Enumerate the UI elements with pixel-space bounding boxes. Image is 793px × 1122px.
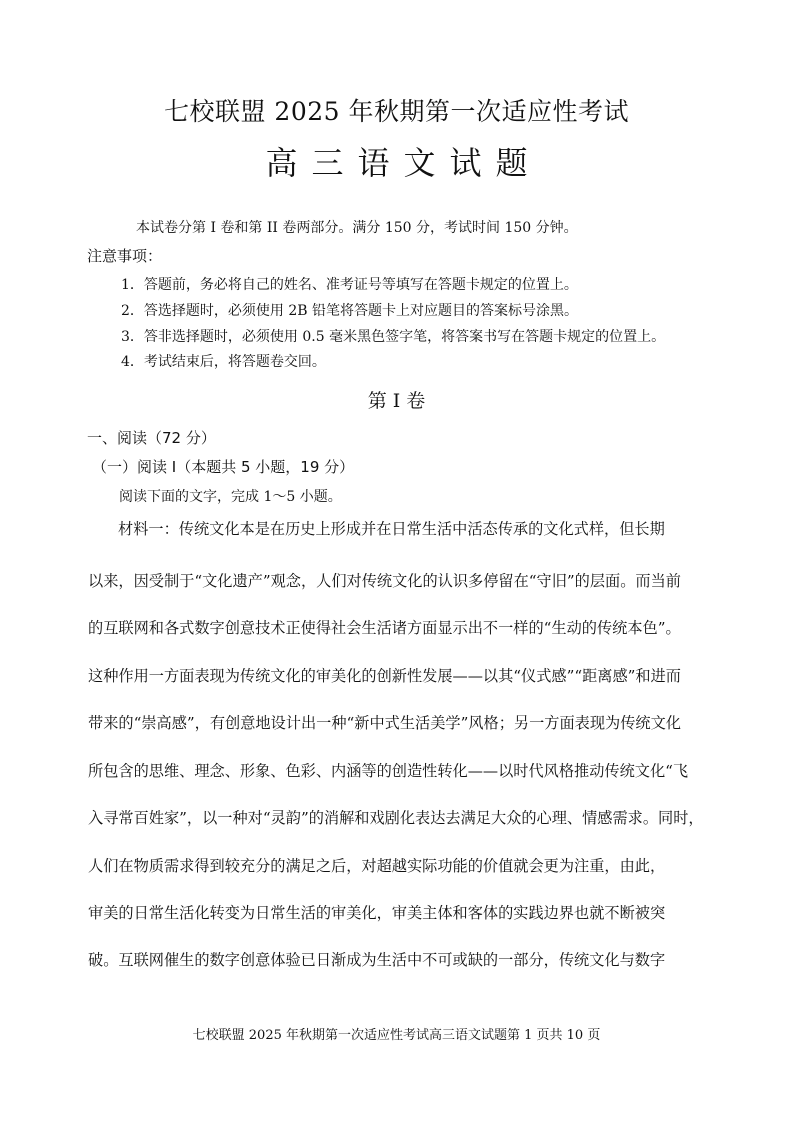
notice-heading: 注意事项： — [87, 247, 163, 265]
part-title: 第 I 卷 — [367, 390, 426, 412]
passage-line: 所包含的思维、理念、形象、色彩、内涵等的创造性转化——以时代风格推动传统文化“飞 — [88, 762, 689, 780]
passage-line: 入寻常百姓家”，以一种对“灵韵”的消解和戏剧化表达去满足大众的心理、情感需求。同时， — [88, 809, 704, 827]
notice-item: 1．答题前，务必将自己的姓名、准考证号等填写在答题卡规定的位置上。 — [121, 277, 578, 293]
section-subheading: （一）阅读 I（本题共 5 小题，19 分） — [92, 458, 355, 476]
notice-item: 4．考试结束后，将答题卷交回。 — [121, 354, 326, 370]
exam-title: 七校联盟 2025 年秋期第一次适应性考试 — [163, 97, 630, 126]
passage-line: 人们在物质需求得到较充分的满足之后，对超越实际功能的价值就会更为注重，由此， — [88, 857, 666, 875]
exam-intro: 本试卷分第 I 卷和第 II 卷两部分。满分 150 分，考试时间 150 分钟。 — [136, 220, 578, 236]
notice-item: 3．答非选择题时，必须使用 0.5 毫米黑色签字笔，将答案书写在答题卡规定的位置上。 — [121, 329, 666, 345]
notice-item: 2．答选择题时，必须使用 2B 铅笔将答题卡上对应题目的答案标号涂黑。 — [121, 303, 579, 319]
exam-subject-title: 高三语文试题 — [265, 144, 542, 182]
passage-line: 的互联网和各式数字创意技术正使得社会生活诸方面显示出不一样的“生动的传统本色”。 — [88, 619, 681, 637]
reading-instruction: 阅读下面的文字，完成 1～5 小题。 — [119, 489, 342, 505]
passage-line: 以来，因受制于“文化遗产”观念，人们对传统文化的认识多停留在“守旧”的层面。而当前 — [88, 572, 681, 590]
passage-line: 这种作用一方面表现为传统文化的审美化的创新性发展——以其“仪式感”“距离感”和进而 — [88, 667, 681, 685]
passage-line: 带来的“崇高感”，有创意地设计出一种“新中式生活美学”风格；另一方面表现为传统文化 — [88, 714, 681, 732]
section-heading: 一、阅读（72 分） — [87, 429, 216, 447]
page-footer: 七校联盟 2025 年秋期第一次适应性考试高三语文试题第 1 页共 10 页 — [192, 1028, 601, 1043]
passage-line: 材料一：传统文化本是在历史上形成并在日常生活中活态传承的文化式样，但长期 — [118, 520, 665, 538]
passage-line: 审美的日常生活化转变为日常生活的审美化，审美主体和客体的实践边界也就不断被突 — [88, 904, 666, 922]
passage-line: 破。互联网催生的数字创意体验已日渐成为生活中不可或缺的一部分，传统文化与数字 — [88, 951, 666, 969]
